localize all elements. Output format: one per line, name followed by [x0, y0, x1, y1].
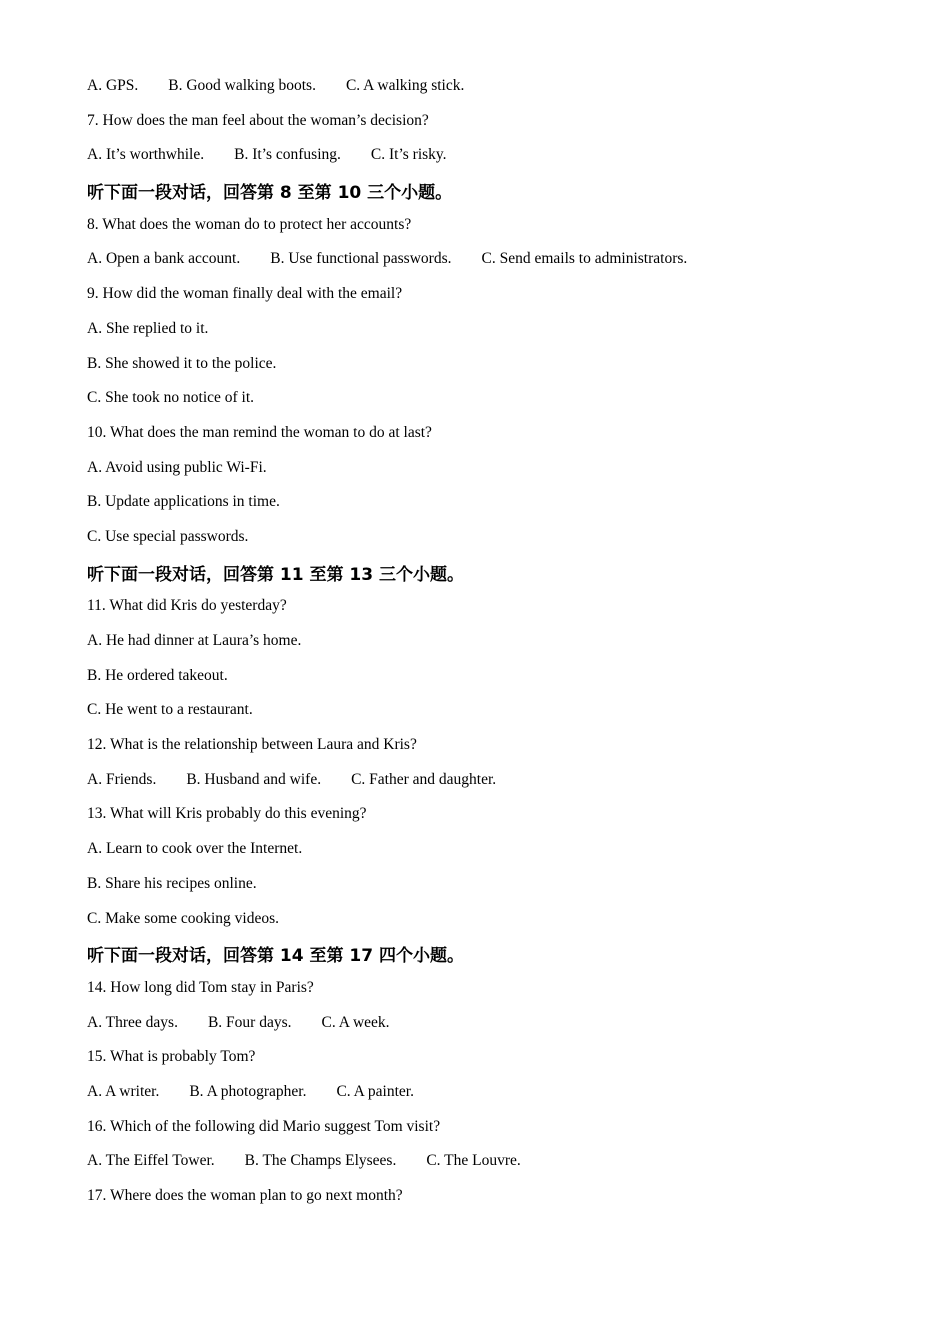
question-text: 14. How long did Tom stay in Paris? — [87, 978, 314, 996]
question-text: 10. What does the man remind the woman to do at last? — [87, 423, 432, 441]
document-page — [87, 72, 907, 1217]
question-text: 13. What will Kris probably do this evening? — [87, 805, 367, 823]
answer-option: C. A painter. — [336, 1082, 414, 1100]
answer-option: A. It’s worthwhile. — [87, 146, 205, 164]
question-text: 16. Which of the following did Mario suggest Tom visit? — [87, 1117, 441, 1135]
answer-option-line: B. She showed it to the police. — [87, 354, 277, 372]
question-text: 11. What did Kris do yesterday? — [87, 597, 287, 615]
answer-option: A. GPS. — [87, 77, 139, 94]
question-text: 9. How did the woman finally deal with the email? — [87, 285, 403, 303]
answer-option: A. A writer. — [87, 1082, 160, 1100]
answer-option: A. Friends. — [87, 770, 157, 788]
question-text: 15. What is probably Tom? — [87, 1048, 256, 1066]
section-heading: 听下面一段对话，回答第 8 至第 10 三个小题。 — [87, 183, 453, 204]
answer-options-row — [87, 1009, 907, 1044]
answer-option-line: C. Use special passwords. — [87, 527, 249, 545]
answer-option: B. It’s confusing. — [234, 146, 341, 164]
answer-option-line: A. Learn to cook over the Internet. — [87, 840, 303, 858]
answer-options-row — [87, 72, 907, 107]
answer-option-line: B. Update applications in time. — [87, 493, 280, 511]
answer-option: B. Good walking boots. — [168, 77, 316, 94]
answer-option-line: A. He had dinner at Laura’s home. — [87, 632, 302, 649]
answer-option: A. Open a bank account. — [87, 250, 241, 268]
question-text: 8. What does the woman do to protect her accounts? — [87, 215, 412, 233]
section-heading: 听下面一段对话，回答第 11 至第 13 三个小题。 — [87, 564, 464, 585]
answer-options-row — [87, 245, 907, 280]
answer-option-line: C. He went to a restaurant. — [87, 701, 253, 719]
answer-options-row — [87, 1147, 907, 1182]
answer-option: C. Father and daughter. — [351, 770, 497, 788]
answer-option: B. A photographer. — [189, 1082, 307, 1100]
answer-option: C. Send emails to administrators. — [481, 250, 688, 268]
answer-options-row — [87, 1078, 907, 1113]
question-text: 17. Where does the woman plan to go next month? — [87, 1187, 403, 1204]
answer-option: B. Husband and wife. — [186, 770, 322, 788]
answer-option: A. The Eiffel Tower. — [87, 1152, 215, 1170]
answer-option: A. Three days. — [87, 1013, 178, 1031]
answer-options-row — [87, 141, 907, 176]
answer-option: B. Four days. — [207, 1013, 292, 1031]
answer-option: B. Use functional passwords. — [270, 250, 452, 268]
section-heading: 听下面一段对话，回答第 14 至第 17 四个小题。 — [87, 946, 464, 967]
answer-option: C. The Louvre. — [426, 1152, 521, 1170]
answer-option: C. It’s risky. — [370, 146, 447, 164]
answer-option-line: B. He ordered takeout. — [87, 666, 228, 684]
answer-option-line: A. She replied to it. — [87, 319, 209, 337]
answer-option: C. A week. — [321, 1013, 390, 1031]
answer-options-row — [87, 766, 907, 801]
answer-option-line: C. Make some cooking videos. — [87, 909, 280, 927]
answer-option: B. The Champs Elysees. — [244, 1152, 397, 1170]
question-text: 12. What is the relationship between Laura and Kris? — [87, 736, 417, 754]
answer-option: C. A walking stick. — [345, 77, 465, 94]
answer-option-line: A. Avoid using public Wi-Fi. — [87, 458, 267, 476]
question-text: 7. How does the man feel about the woman’s decision? — [87, 111, 429, 129]
answer-option-line: C. She took no notice of it. — [87, 389, 255, 407]
answer-option-line: B. Share his recipes online. — [87, 874, 257, 892]
